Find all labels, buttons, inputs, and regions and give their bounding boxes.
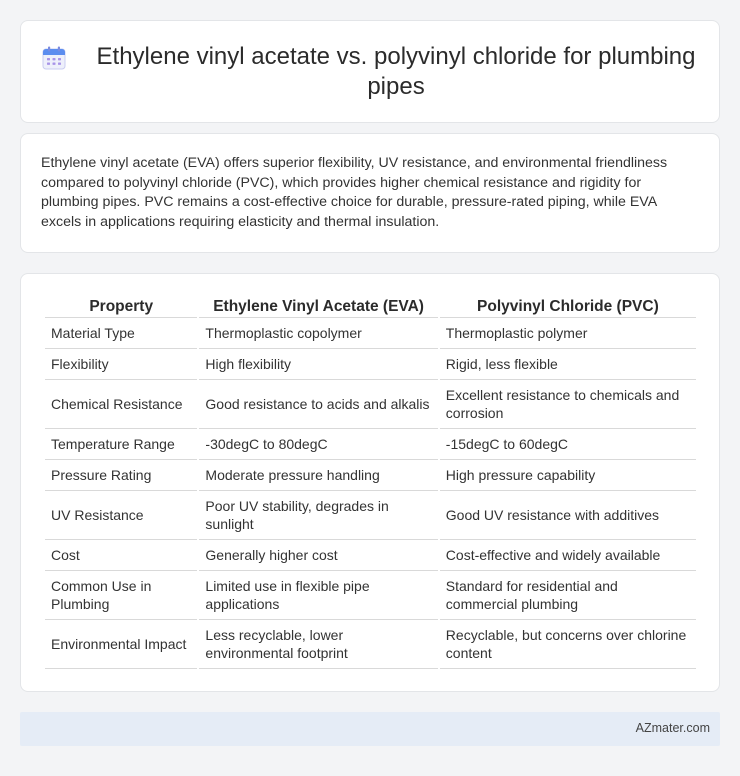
- eva-cell: Poor UV stability, degrades in sunlight: [199, 491, 437, 540]
- summary-card: [20, 133, 720, 253]
- property-cell: UV Resistance: [45, 491, 197, 540]
- eva-cell: Generally higher cost: [199, 540, 437, 571]
- pvc-cell: Thermoplastic polymer: [440, 318, 696, 349]
- property-cell: Temperature Range: [45, 429, 197, 460]
- pvc-cell: Excellent resistance to chemicals and corrosion: [440, 380, 696, 429]
- property-cell: Chemical Resistance: [45, 380, 197, 429]
- eva-cell: High flexibility: [199, 349, 437, 380]
- header-pvc: Polyvinyl Chloride (PVC): [440, 296, 696, 318]
- title-card: [20, 20, 720, 123]
- pvc-cell: Good UV resistance with additives: [440, 491, 696, 540]
- eva-cell: Moderate pressure handling: [199, 460, 437, 491]
- property-cell: Cost: [45, 540, 197, 571]
- pvc-cell: Recyclable, but concerns over chlorine content: [440, 620, 696, 669]
- table-row: [45, 540, 696, 571]
- table-row: [45, 380, 696, 429]
- table-row: [45, 349, 696, 380]
- table-row: [45, 318, 696, 349]
- property-cell: Material Type: [45, 318, 197, 349]
- table-row: [45, 429, 696, 460]
- property-cell: Pressure Rating: [45, 460, 197, 491]
- footer-bar: [20, 712, 720, 746]
- pvc-cell: -15degC to 60degC: [440, 429, 696, 460]
- table-row: [45, 491, 696, 540]
- header-property: Property: [45, 296, 197, 318]
- comparison-table: [43, 296, 698, 669]
- eva-cell: Less recyclable, lower environmental footprint: [199, 620, 437, 669]
- comparison-card: [20, 273, 720, 692]
- header-eva: Ethylene Vinyl Acetate (EVA): [199, 296, 437, 318]
- table-row: [45, 620, 696, 669]
- summary-paragraph: Ethylene vinyl acetate (EVA) offers superior flexibility, UV resistance, and environmental friendliness compared to polyvinyl chloride (PVC), which provides higher chemical resistance and rigidity for plumbing pipes. PVC remains a cost-effective choice for durable, pressure-rated piping, while EVA excels in applications requiring elasticity and thermal insulation.: [41, 155, 668, 230]
- table-row: [45, 571, 696, 620]
- footer-brand-link[interactable]: AZmater.com: [635, 721, 710, 735]
- property-cell: Flexibility: [45, 349, 197, 380]
- table-row: [45, 460, 696, 491]
- property-cell: Common Use in Plumbing: [45, 571, 197, 620]
- property-cell: Environmental Impact: [45, 620, 197, 669]
- eva-cell: Limited use in flexible pipe applications: [199, 571, 437, 620]
- pvc-cell: Standard for residential and commercial plumbing: [440, 571, 696, 620]
- pvc-cell: High pressure capability: [440, 460, 696, 491]
- table-header-row: [45, 296, 696, 318]
- calendar-icon: [41, 45, 67, 71]
- pvc-cell: Rigid, less flexible: [440, 349, 696, 380]
- eva-cell: Good resistance to acids and alkalis: [199, 380, 437, 429]
- pvc-cell: Cost-effective and widely available: [440, 540, 696, 571]
- eva-cell: -30degC to 80degC: [199, 429, 437, 460]
- eva-cell: Thermoplastic copolymer: [199, 318, 437, 349]
- page-title: Ethylene vinyl acetate vs. polyvinyl chloride for plumbing pipes: [96, 42, 696, 100]
